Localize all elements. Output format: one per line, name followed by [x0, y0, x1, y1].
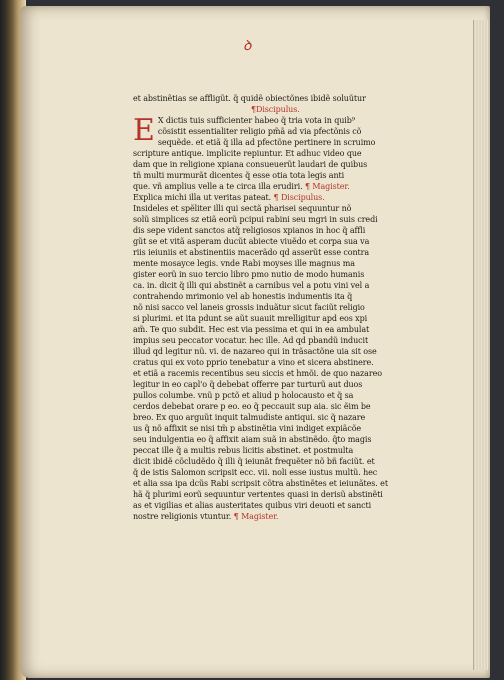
text-line [133, 456, 403, 467]
line-text: nõ nisi sacco vel laneis grossis induãtur sicut faciũt religio [133, 303, 365, 312]
line-text: legitur in eo capl'o q̃ debebat offerre par turturũ aut duos [133, 380, 363, 389]
paragraph-body [133, 115, 403, 522]
text-line [133, 192, 403, 203]
line-text: et etiã a racemis recentibus seu siccis et hmõi. de quo nazareo [133, 369, 382, 378]
rubric-label: ¶ Discipulus. [271, 193, 325, 202]
text-line [133, 434, 403, 445]
text-block [133, 93, 403, 522]
text-line [133, 445, 403, 456]
rubric-discipulus: Discipulus. [256, 105, 300, 114]
line-text: Explica michi illa ut veritas pateat. [133, 193, 272, 202]
text-line [133, 302, 403, 313]
line-text: pullos columbe. vnũ p pctõ et aliud p holocausto et q̃ sa [133, 391, 354, 400]
text-line [133, 478, 403, 489]
line-text: breo. Ex quo arguũt inquit talmudiste antiqui. sic q̃ nazare [133, 413, 366, 422]
text-line [133, 291, 403, 302]
line-text: as et vigilias et alias austeritates quibus viri deuoti et sancti [133, 501, 372, 510]
line-text: nostre religionis vtuntur. [133, 512, 232, 521]
text-line [133, 346, 403, 357]
line-text: X dictis tuis sufficienter habeo q̃ tria vota in quib⁹ [157, 116, 355, 125]
line-text: hã q̃ plurimi eorũ sequuntur vertentes quasi in derisũ abstinẽti [133, 490, 383, 499]
text-line [133, 181, 403, 192]
line-text: si plurimi. et ita pdunt se aũt suauit mrelligitur apd eos xpi [133, 314, 368, 323]
text-line [133, 368, 403, 379]
text-line [158, 137, 403, 148]
line-text: et alia ssa ipa dcũs Rabi scripsit cõtra abstinẽtes et ieiunãtes. et [133, 479, 388, 488]
text-line [133, 335, 403, 346]
text-line [133, 357, 403, 368]
rubric-label: ¶ Magister. [302, 182, 350, 191]
opening-line: et abstinẽtias se affligũt. q̃ quidẽ obiectõnes ibidẽ soluũtur [133, 94, 366, 103]
line-text: dis sepe vident sanctos atq̃ religiosos xpianos in hoc q̃ affli [133, 226, 366, 235]
page-fore-edge [473, 20, 488, 670]
text-line [133, 203, 403, 214]
line-text: gũt se et vitã asperam ducũt abiecte viuẽdo et corpa sua va [133, 237, 370, 246]
line-text: dicit ibidẽ cõcludẽdo q̃ illi q̃ ieiunãt frequẽter nõ bñ faciũt. et [133, 457, 375, 466]
text-line [133, 390, 403, 401]
text-line [133, 159, 403, 170]
line-text: seu indulgentia eo q̃ affixit aiam suã in abstinẽdo. q̃to magis [133, 435, 372, 444]
line-text: cerdos debebat orare p eo. eo q̃ peccauit sup aia. sic ẽim be [133, 402, 371, 411]
line-text: scripture antique. implicite repiuntur. Et adhuc video que [133, 149, 362, 158]
folio-mark: ꝺ [243, 38, 252, 54]
text-line [133, 148, 403, 159]
text-line [133, 236, 403, 247]
line-text: que. vñ amplius velle a te circa illa erudiri. [133, 182, 303, 191]
line-text: am̃. Te quo subdit. Hec est via pessima et qui in ea ambulat [133, 325, 370, 334]
line-text: impius seu peccator vocatur. hec ille. Ad qd pbandũ inducit [133, 336, 369, 345]
text-line [133, 412, 403, 423]
line-text: Insideles et spẽliter illi qui sectã pharisei sequuntur nõ [133, 204, 352, 213]
text-line [158, 126, 403, 137]
line-text: riis ieiuniis et abstinentiis macerãdo qd asserũt esse contra [133, 248, 370, 257]
text-line [133, 379, 403, 390]
text-line [133, 313, 403, 324]
text-line [133, 258, 403, 269]
text-line [133, 324, 403, 335]
rubric-label: ¶ Magister. [231, 512, 279, 521]
line-text: q̃ de istis Salomon scripsit ecc. vii. noli esse iustus multũ. hec [133, 468, 378, 477]
line-text: solũ simplices sz etiã eorũ pcipui rabini seu mgri in suis credi [133, 215, 378, 224]
rubric-paragraph-mark: ¶ [251, 105, 256, 114]
text-line [133, 489, 403, 500]
line-text: cõsistit essentialiter religio pm̃ã ad via pfectõnis cõ [157, 127, 362, 136]
text-line [133, 170, 403, 181]
text-line [133, 511, 403, 522]
line-text: contrahendo mrimonio vel ab honestis indumentis ita q̃ [133, 292, 353, 301]
text-line [133, 280, 403, 291]
text-line [133, 401, 403, 412]
line-text: dam que in religione xpiana consueuerũt laudari de quibus [133, 160, 368, 169]
text-line [133, 423, 403, 434]
line-text: mente mosayce legis. vnde Rabi moyses ille magnus ma [133, 259, 355, 268]
line-text: sequẽde. et etiã q̃ illa ad pfectõne pertinere in scruimo [157, 138, 376, 147]
text-line [133, 269, 403, 280]
rubric-line [133, 104, 403, 115]
drop-initial: E [133, 113, 155, 148]
line-text: ca. in. dicit q̃ illi qui abstinẽt a carnibus vel a potu vini vel a [133, 281, 370, 290]
text-line [133, 225, 403, 236]
text-line [133, 247, 403, 258]
text-line [133, 214, 403, 225]
line-text: gister eorũ in suo tercio libro pmo nutio de modo humanis [133, 270, 365, 279]
text-line [133, 500, 403, 511]
line-text: cratus qui ex voto pprio tenebatur a vino et sicera abstinere. [133, 358, 374, 367]
text-line [158, 115, 403, 126]
text-line [133, 467, 403, 478]
line-text: illud qd legitur nũ. vi. de nazareo qui in trãsactõne uia sit ose [133, 347, 377, 356]
line-text: us q̃ nõ affixit se nisi tm̃ p abstinẽtia vini indiget expiãcõe [133, 424, 362, 433]
line-text: peccat ille q̃ a multis rebus licitis abstinet. et postmulta [133, 446, 354, 455]
line-text: tñ multi murmurãt dicentes q̃ esse otia tota legis anti [133, 171, 345, 180]
